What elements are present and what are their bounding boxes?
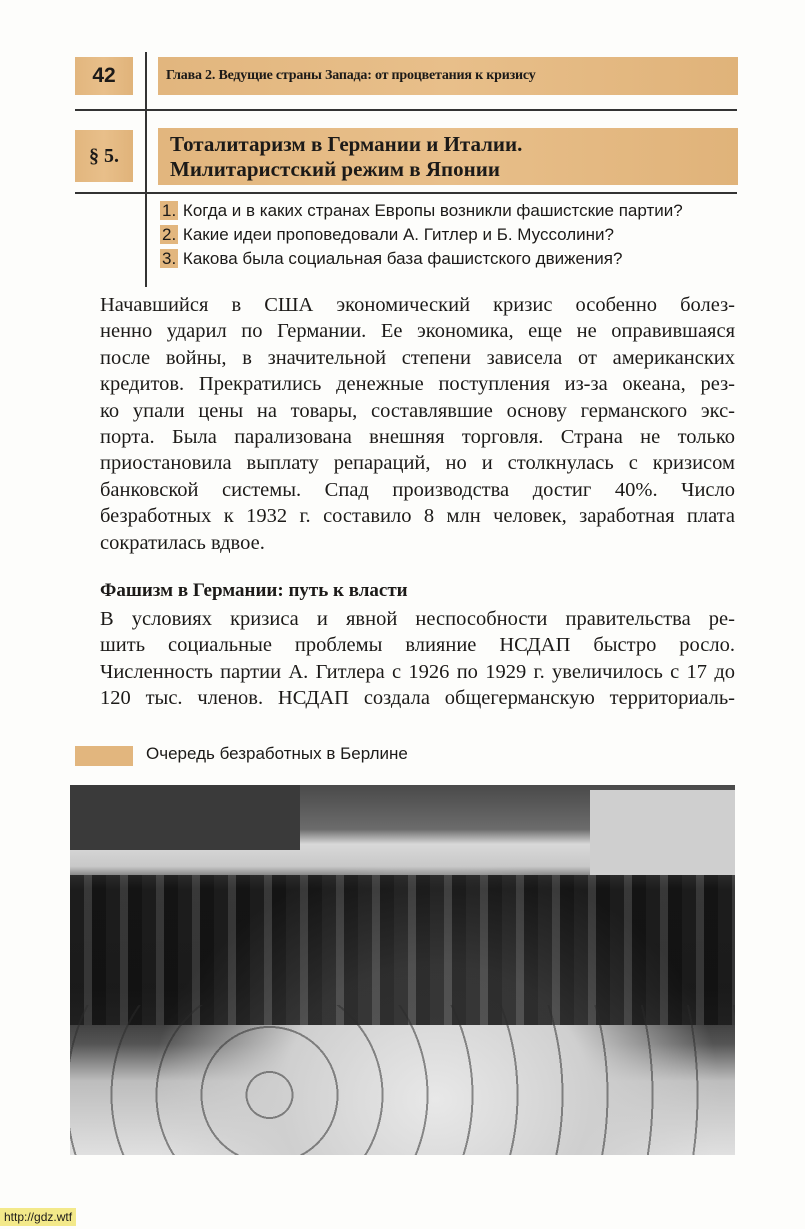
question-number: 1. [162, 201, 177, 220]
photo-bicycles [70, 1005, 735, 1155]
text-line: В условиях кризиса и явной неспособности правительства ре- [100, 608, 735, 630]
text-line: кредитов. Прекратились денежные поступления из-за океана, рез- [100, 373, 735, 396]
question-number: 2. [162, 225, 177, 244]
text-line: банковской системы. Спад производства достиг 40%. Число [100, 478, 735, 501]
text-line: порта. Была парализована внешняя торговля. Страна не только [100, 426, 735, 449]
chapter-header: Глава 2. Ведущие страны Запада: от процветания к кризису [158, 57, 738, 95]
section-title-line: Милитаристский режим в Японии [170, 157, 500, 181]
photo-building [590, 790, 735, 875]
text-line: безработных к 1932 г. составило 8 млн человек, заработная плата [100, 505, 735, 528]
watermark-link[interactable]: http://gdz.wtf [0, 1208, 76, 1226]
page-number: 42 [75, 57, 133, 95]
text-line: сократилась вдвое. [100, 531, 265, 554]
body-paragraph [100, 292, 735, 556]
question-item [160, 247, 683, 271]
text-line: Численность партии А. Гитлера с 1926 по 1929 г. увеличилось с 17 до [100, 660, 735, 683]
question-text: Когда и в каких странах Европы возникли фашистские партии? [178, 201, 683, 220]
review-questions [160, 199, 683, 271]
section-title [158, 128, 738, 185]
subheading: Фашизм в Германии: путь к власти [100, 580, 408, 601]
question-item [160, 223, 683, 247]
text-line: ненно ударил по Германии. Ее экономика, еще не оправившаяся [100, 320, 735, 343]
text-line: ко упали цены на товары, составлявшие основу германского экс- [100, 399, 735, 422]
question-text: Какова была социальная база фашистского движения? [178, 249, 623, 268]
text-line: Начавшийся в США экономический кризис особенно болез- [100, 294, 735, 316]
vertical-rule [145, 52, 147, 287]
photo-unemployed-queue-berlin [70, 785, 735, 1155]
question-number: 3. [162, 249, 177, 268]
divider [75, 192, 737, 194]
text-line: приостановила выплату репараций, но и столкнулась с кризисом [100, 452, 735, 475]
photo-building [70, 785, 300, 850]
text-line: шить социальные проблемы влияние НСДАП быстро росло. [100, 634, 735, 657]
photo-crowd [70, 875, 735, 1025]
text-line: 120 тыс. членов. НСДАП создала общегерманскую территориаль- [100, 687, 735, 710]
question-text: Какие идеи проповедовали А. Гитлер и Б. Муссолини? [178, 225, 614, 244]
section-number: § 5. [75, 130, 133, 182]
text-line: после войны, в значительной степени зависела от американских [100, 346, 735, 369]
body-paragraph [100, 606, 735, 712]
divider [75, 109, 737, 111]
section-title-line: Тоталитаризм в Германии и Италии. [170, 132, 523, 156]
question-item [160, 199, 683, 223]
caption-marker [75, 746, 133, 766]
figure-caption: Очередь безработных в Берлине [146, 744, 408, 763]
